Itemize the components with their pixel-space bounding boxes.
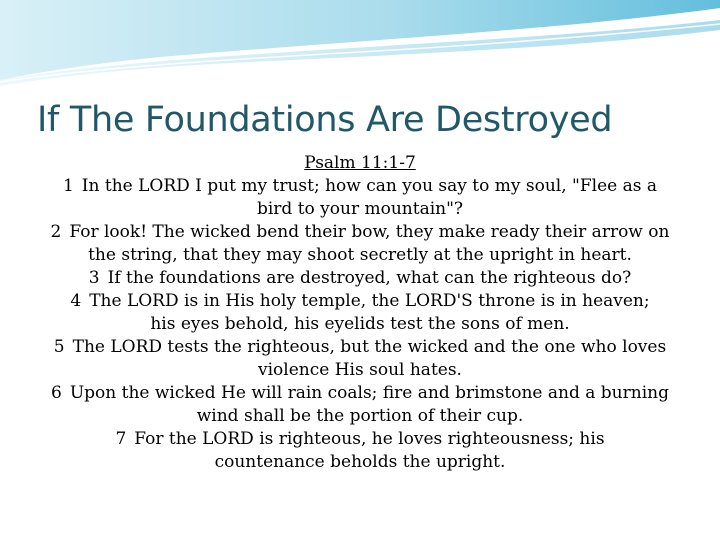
verse-text: For the LORD is righteous, he loves righteousness; his countenance beholds the upright. <box>134 429 605 472</box>
verse-3 <box>20 267 700 290</box>
verse-1 <box>50 175 670 221</box>
slide-title: If The Foundations Are Destroyed <box>37 100 613 140</box>
decorative-wave-banner <box>0 0 720 90</box>
verse-text: For look! The wicked bend their bow, they make ready their arrow on the string, that they may shoot secretly at the upright in heart. <box>69 222 670 265</box>
verse-number: 7 <box>115 429 127 449</box>
verse-4 <box>60 290 660 336</box>
verse-number: 4 <box>70 291 82 311</box>
verse-5 <box>30 336 690 382</box>
verse-number: 5 <box>53 337 65 357</box>
verse-text: The LORD tests the righteous, but the wicked and the one who loves violence His soul hates. <box>72 337 667 380</box>
verse-number: 1 <box>62 176 74 196</box>
verse-text: The LORD is in His holy temple, the LORD'S throne is in heaven; his eyes behold, his eyelids test the sons of men. <box>89 291 650 334</box>
passage-heading: Psalm 11:1-7 <box>304 153 416 173</box>
verse-text: In the LORD I put my trust; how can you say to my soul, "Flee as a bird to your mountain"? <box>81 176 658 219</box>
verse-number: 6 <box>51 383 62 403</box>
verse-text: Upon the wicked He will rain coals; fire and brimstone and a burning wind shall be the portion of their cup. <box>69 383 669 426</box>
verse-number: 3 <box>88 268 100 288</box>
verse-6 <box>50 382 670 428</box>
verse-7 <box>80 428 640 474</box>
verse-number: 2 <box>50 222 62 242</box>
scripture-passage <box>20 152 700 474</box>
verse-text: If the foundations are destroyed, what can the righteous do? <box>107 268 632 288</box>
verse-2 <box>50 221 670 267</box>
